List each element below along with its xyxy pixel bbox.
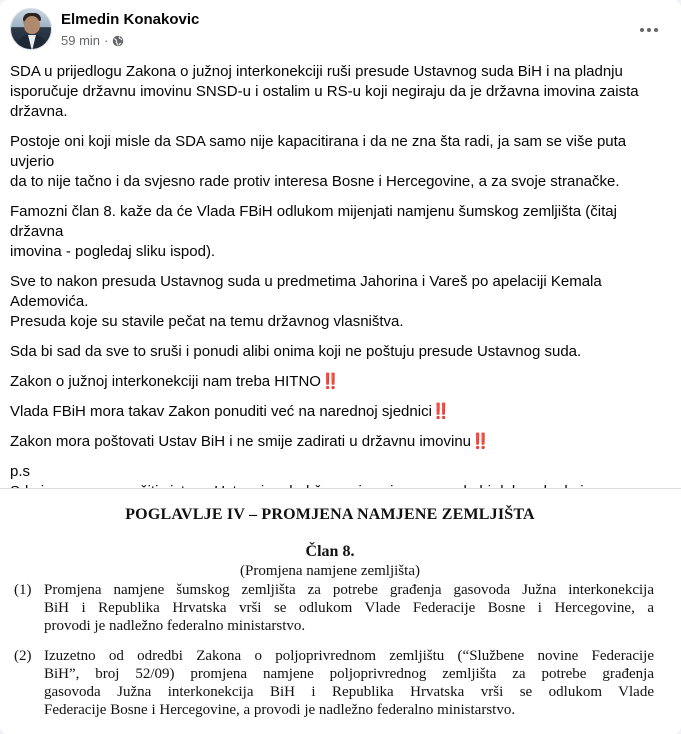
post-text-line: imovina - pogledaj sliku ispod). xyxy=(10,243,216,260)
post-text-line: Sda bi sad da sve to sruši i ponudi alibi onima koji ne poštuju presude Ustavnog suda. xyxy=(10,343,582,360)
post-paragraph xyxy=(10,372,665,392)
post-paragraph xyxy=(10,342,665,362)
double-exclamation-icon: ‼️ xyxy=(471,433,489,450)
article-text-line: BiH”, broj 52/09) promjena namjene poljoprivrednog zemljišta za potrebe građenja xyxy=(44,666,654,682)
article-text-line: Izuzetno od odredbi Zakona o poljoprivrednom zemljištu (“Službene novine Federacije xyxy=(44,648,654,664)
article-text-line: provodi je nadležno federalno ministarstvo. xyxy=(44,618,306,634)
post-text-line: isporučuje državnu imovinu SNSD-u i ostalim u RS-u koji negiraju da je državna imovina zaista xyxy=(10,83,639,100)
paragraph-number: (2) xyxy=(14,648,32,664)
post-text-line: Ademovića. xyxy=(10,293,89,310)
post-paragraph xyxy=(10,202,665,262)
post-paragraph xyxy=(10,402,665,422)
article-text-line: Federacije Bosne i Hercegovine, a provodi je nadležno federalno ministarstvo. xyxy=(44,702,516,718)
meta-separator: · xyxy=(104,33,109,48)
article-paragraph xyxy=(14,647,654,719)
post-text-line: Vlada FBiH mora takav Zakon ponuditi već na narednoj sjednici‼️ xyxy=(10,403,450,420)
double-exclamation-icon: ‼️ xyxy=(431,403,450,420)
post-paragraph xyxy=(10,432,665,452)
post-meta xyxy=(61,33,124,48)
avatar[interactable] xyxy=(10,8,52,50)
post-text-line: državna. xyxy=(10,103,68,120)
post-time[interactable]: 59 min xyxy=(61,33,101,48)
chapter-title: POGLAVLJE IV – PROMJENA NAMJENE ZEMLJIŠTA xyxy=(125,506,535,523)
globe-icon xyxy=(112,35,124,47)
post-paragraph xyxy=(10,62,665,122)
post-text-line: Zakon mora poštovati Ustav BiH i ne smije zadirati u državnu imovinu‼️ xyxy=(10,433,489,450)
article-paragraph xyxy=(14,581,654,635)
post-text-line: Famozni član 8. kaže da će Vlada FBiH odlukom mijenjati namjenu šumskog zemljišta (čitaj državna xyxy=(10,203,617,240)
article-text-line: gasovoda Južna interkonekcija BiH i Republika Hrvatska vrši se odlukom Vlade xyxy=(44,684,654,700)
post-text-line: p.s xyxy=(10,463,31,480)
article-subtitle: (Promjena namjene zemljišta) xyxy=(240,563,420,579)
post-text-line: SDA u prijedlogu Zakona o južnoj interkonekciji ruši presude Ustavnog suda BiH i na pladnju xyxy=(10,63,623,80)
post-text-line: Postoje oni koji misle da SDA samo nije kapacitirana i da ne zna šta radi, ja sam se više puta uvjerio xyxy=(10,133,627,170)
post-header xyxy=(10,8,671,54)
author-name[interactable]: Elmedin Konakovic xyxy=(61,11,200,28)
post-text-line: da to nije tačno i da svjesno rade protiv interesa Bosne i Hercegovine, a za svoje stranačke. xyxy=(10,173,620,190)
attached-document-image[interactable] xyxy=(0,488,681,734)
post-paragraph xyxy=(10,132,665,192)
post-paragraph xyxy=(10,272,665,332)
paragraph-number: (1) xyxy=(14,582,32,598)
double-exclamation-icon: ‼️ xyxy=(320,373,339,390)
post-text-line: Zakon o južnoj interkonekciji nam treba HITNO‼️ xyxy=(10,373,339,390)
post-text-line: Presuda koje su stavile pečat na temu državnog vlasništva. xyxy=(10,313,404,330)
article-text-line: Promjena namjene šumskog zemljišta za potrebe građenja gasovoda Južna interkonekcija xyxy=(44,582,654,598)
article-text-line: BiH i Republika Hrvatska vrši se odlukom Vlade Federacije Bosne i Hercegovine, a xyxy=(44,600,654,616)
article-number: Član 8. xyxy=(305,543,355,560)
more-options-icon[interactable] xyxy=(633,14,665,46)
post-text-line: Sve to nakon presuda Ustavnog suda u predmetima Jahorina i Vareš po apelaciji Kemala xyxy=(10,273,602,290)
